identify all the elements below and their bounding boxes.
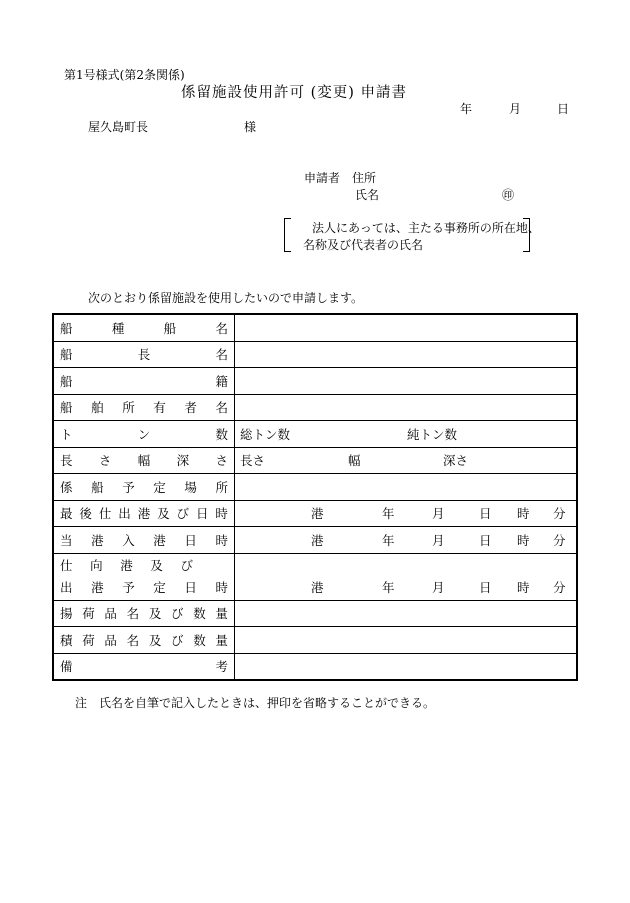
label-char: 後: [79, 506, 92, 522]
label-char: 荷: [82, 606, 95, 622]
table-row: [53, 368, 577, 395]
label-char: 出: [118, 506, 131, 522]
label-char: 港: [120, 557, 133, 573]
label-char: 港: [91, 532, 104, 548]
label-loading: [53, 627, 235, 654]
label-char: 考: [215, 659, 228, 675]
label-char: 仕: [98, 506, 112, 522]
table-row: [53, 627, 577, 654]
label-char: さ: [98, 453, 112, 469]
label-char: 船: [60, 347, 73, 363]
table-row: [53, 653, 577, 680]
intro-text: 次のとおり係留施設を使用したいので申請します。: [88, 291, 364, 305]
field-tonnage[interactable]: [235, 421, 578, 448]
year-label: 年: [382, 532, 395, 548]
net-ton-label: 純トン数: [407, 426, 458, 442]
label-char: 予: [122, 579, 135, 595]
date-year: 年: [460, 102, 473, 116]
label-char: 最: [60, 506, 73, 522]
label-char: 定: [153, 479, 166, 495]
label-char: 定: [153, 579, 166, 595]
label-char: 船: [60, 320, 73, 336]
month-label: 月: [432, 579, 445, 595]
field-nationality[interactable]: [235, 368, 578, 395]
date-month: 月: [509, 102, 522, 116]
address-label: 住所: [352, 171, 377, 185]
field-ship-type[interactable]: [235, 314, 578, 341]
field-loading[interactable]: [235, 627, 578, 654]
applicant-label: 申請者: [304, 171, 341, 185]
label-char: 所: [215, 479, 228, 495]
label-char: 船: [163, 320, 177, 336]
label-char: 所: [122, 400, 135, 416]
label-char: 時: [215, 532, 228, 548]
label-char: 港: [153, 532, 166, 548]
label-char: 名: [215, 320, 228, 336]
label-char: び: [180, 557, 193, 573]
label-char: 予: [122, 479, 135, 495]
label-char: 備: [60, 659, 73, 675]
footnote: 注 氏名を自筆で記入したときは、押印を省略することができる。: [75, 696, 436, 710]
table-row: [53, 341, 577, 368]
label-char: 係: [60, 479, 73, 495]
label-char: 量: [215, 632, 228, 648]
year-label: 年: [382, 506, 395, 522]
applicant-note-line1: 法人にあっては、主たる事務所の所在地、: [312, 221, 540, 235]
label-char: 深: [176, 453, 190, 469]
label-char: ン: [137, 426, 151, 442]
field-arrival[interactable]: [235, 527, 578, 554]
label-char: 日: [184, 579, 197, 595]
label-char: 日: [195, 506, 209, 522]
label-char: 船: [60, 373, 73, 389]
table-row: [53, 500, 577, 527]
minute-label: 分: [553, 532, 566, 548]
label-char: び: [171, 632, 184, 648]
label-char: 時: [215, 579, 228, 595]
label-char: 品: [104, 632, 117, 648]
label-owner: [53, 394, 235, 421]
note-bracket-left: [284, 218, 291, 252]
label-char: 場: [184, 479, 197, 495]
label-char: 向: [90, 557, 103, 573]
label-char: ト: [60, 426, 73, 442]
table-row: [53, 314, 577, 341]
field-mooring-place[interactable]: [235, 474, 578, 501]
label-char: 出: [60, 579, 73, 595]
label-char: 入: [122, 532, 135, 548]
label-char: さ: [215, 453, 228, 469]
date-day: 日: [557, 102, 570, 116]
day-label: 日: [479, 506, 492, 522]
label-destination: [53, 553, 235, 600]
document-title: 係留施設使用許可 (変更) 申請書: [181, 85, 408, 101]
label-char: 数: [215, 426, 228, 442]
year-label: 年: [382, 579, 395, 595]
label-nationality: [53, 368, 235, 395]
label-char: 長: [60, 453, 73, 469]
field-owner[interactable]: [235, 394, 578, 421]
minute-label: 分: [553, 579, 566, 595]
label-ship-type: [53, 314, 235, 341]
table-row: [53, 553, 577, 600]
label-char: び: [171, 606, 184, 622]
field-last-departure[interactable]: [235, 500, 578, 527]
field-destination[interactable]: [235, 553, 578, 600]
applicant-note-line2: 名称及び代表者の氏名: [303, 238, 424, 252]
port-label: 港: [311, 506, 324, 522]
field-unloading[interactable]: [235, 600, 578, 627]
label-char: 港: [137, 506, 151, 522]
label-mooring-place: [53, 474, 235, 501]
label-char: 仕: [60, 557, 73, 573]
label-char: 量: [215, 606, 228, 622]
label-char: 幅: [137, 453, 151, 469]
table-row: [53, 527, 577, 554]
label-char: 名: [126, 632, 140, 648]
gross-ton-label: 総トン数: [240, 426, 291, 442]
label-char: 船: [91, 479, 104, 495]
label-arrival: [53, 527, 235, 554]
label-char: 及: [148, 606, 162, 622]
label-char: 積: [60, 632, 73, 648]
label-char: 長: [137, 347, 151, 363]
minute-label: 分: [553, 506, 566, 522]
label-char: 日: [184, 532, 197, 548]
form-number: 第1号様式(第2条関係): [64, 68, 185, 82]
addressee-name: 屋久島町長: [88, 120, 149, 134]
label-dimensions: [53, 447, 235, 474]
label-char: 及: [157, 506, 170, 522]
hour-label: 時: [517, 532, 530, 548]
field-dimensions[interactable]: [235, 447, 578, 474]
label-char: 種: [111, 320, 125, 336]
table-row: [53, 394, 577, 421]
label-char: 時: [215, 506, 228, 522]
table-row: [53, 447, 577, 474]
application-table: [52, 313, 578, 681]
day-label: 日: [479, 579, 492, 595]
label-char: 者: [184, 400, 197, 416]
label-char: 及: [148, 632, 162, 648]
table-row: [53, 421, 577, 448]
depth-label: 深さ: [443, 453, 469, 469]
label-unloading: [53, 600, 235, 627]
label-captain: [53, 341, 235, 368]
port-label: 港: [311, 532, 324, 548]
label-remarks: [53, 653, 235, 680]
label-tonnage: [53, 421, 235, 448]
label-char: 当: [60, 532, 73, 548]
label-char: 荷: [82, 632, 95, 648]
label-char: 名: [215, 400, 228, 416]
hour-label: 時: [517, 506, 530, 522]
label-char: 名: [126, 606, 140, 622]
width-label: 幅: [348, 453, 361, 469]
label-char: 数: [193, 632, 206, 648]
field-captain[interactable]: [235, 341, 578, 368]
addressee-honorific: 様: [244, 120, 257, 134]
seal-mark: ㊞: [502, 188, 515, 202]
table-row: [53, 600, 577, 627]
month-label: 月: [432, 532, 445, 548]
label-char: 数: [193, 606, 206, 622]
label-last-departure: [53, 500, 235, 527]
label-char: び: [176, 506, 190, 522]
label-char: 港: [91, 579, 104, 595]
field-remarks[interactable]: [235, 653, 578, 680]
name-label: 氏名: [355, 188, 380, 202]
port-label: 港: [311, 579, 324, 595]
day-label: 日: [479, 532, 492, 548]
month-label: 月: [432, 506, 445, 522]
label-char: 籍: [215, 373, 228, 389]
label-char: 名: [215, 347, 228, 363]
length-label: 長さ: [240, 453, 266, 469]
label-char: 有: [153, 400, 166, 416]
label-char: 舶: [91, 400, 104, 416]
label-char: 船: [60, 400, 73, 416]
label-char: 品: [104, 606, 117, 622]
hour-label: 時: [517, 579, 530, 595]
label-char: 及: [150, 557, 163, 573]
label-char: 揚: [60, 606, 73, 622]
table-row: [53, 474, 577, 501]
